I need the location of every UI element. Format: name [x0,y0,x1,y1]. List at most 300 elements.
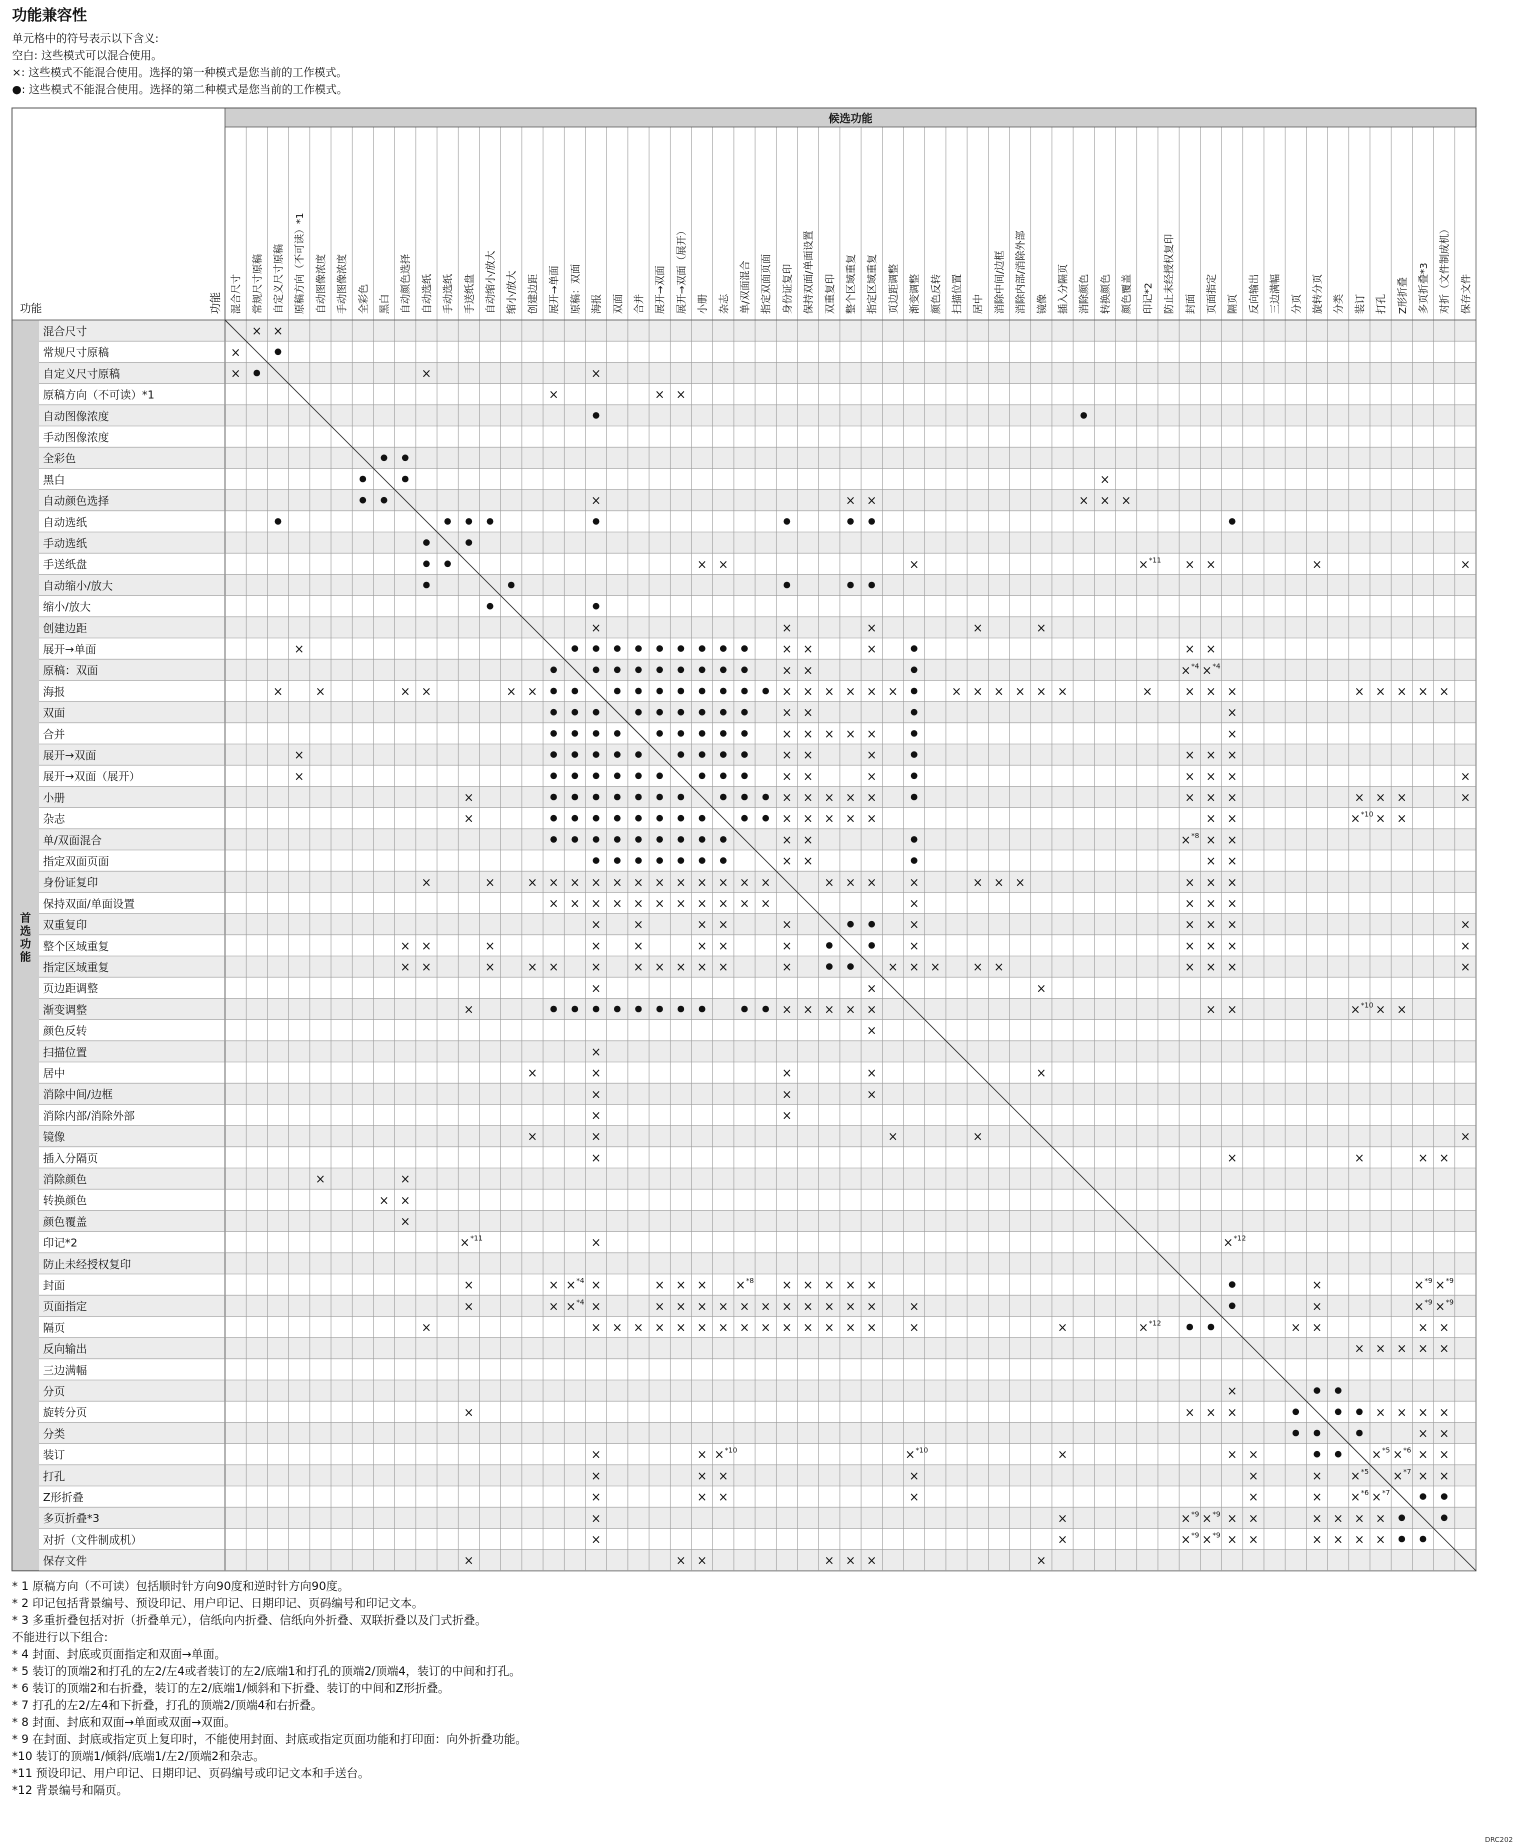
dot-mark [614,688,621,695]
cross-mark: × [1439,1426,1450,1441]
footnote: * 5 装订的顶端2和打孔的左2/左4或者装订的左2/底端1和打孔的顶端2/顶端4，装订的中间和打孔。 [12,1664,521,1678]
cross-mark: × [548,896,559,911]
column-label: 全彩色 [358,284,370,314]
column-label: 消除颜色 [1079,274,1091,314]
cross-mark: × [739,896,750,911]
cross-mark: × [1205,748,1216,763]
cross-mark: × [803,1002,814,1017]
row-label: 多页折叠*3 [43,1512,100,1526]
cross-mark: × [294,748,305,763]
row-label: 消除中间/边框 [43,1088,113,1102]
dot-mark [1080,412,1087,419]
dot-mark [868,921,875,928]
cross-mark: × [824,1320,835,1335]
cross-mark: × [866,620,877,635]
row-label: 打孔 [43,1469,65,1483]
cross-mark: × [824,1002,835,1017]
dot-mark [381,497,388,504]
column-label: 自动选纸 [422,274,434,314]
cross-mark: × [1227,1532,1238,1547]
cross-mark: × [1460,917,1471,932]
cross-mark: × [1439,1341,1450,1356]
dot-mark [402,455,409,462]
cross-footnote-ref: *5 [1360,1467,1369,1476]
cross-mark: × [1375,1532,1386,1547]
dot-mark [423,539,430,546]
cross-mark: × [591,1044,602,1059]
cross-mark: × [591,981,602,996]
cross-mark: × [1180,663,1191,678]
dot-mark [487,603,494,610]
footnote: * 4 封面、封底或页面指定和双面→单面。 [12,1647,227,1661]
row-label: 页面指定 [43,1300,87,1314]
cross-mark: × [1439,1150,1450,1165]
row-label: 自动颜色选择 [43,494,109,508]
cross-mark: × [1201,1511,1212,1526]
cross-mark: × [1227,748,1238,763]
footnote: * 8 封面、封底和双面→单面或双面→双面。 [12,1715,236,1729]
cross-mark: × [866,811,877,826]
cross-mark: × [1417,1405,1429,1420]
column-label: 扫描位置 [952,274,964,314]
column-label: 对折（文件制成机） [1440,224,1452,314]
cross-mark: × [1099,493,1110,508]
cross-mark: × [697,1553,708,1568]
column-label: 镜像 [1037,294,1049,314]
dot-mark [741,709,748,716]
cross-mark: × [845,790,856,805]
cross-mark: × [1439,1405,1450,1420]
dot-mark [720,730,727,737]
cross-mark: × [591,896,602,911]
dot-mark [720,688,727,695]
column-label: 手送纸盘 [464,274,476,314]
cross-mark: × [633,1320,644,1335]
cross-mark: × [1227,1447,1238,1462]
cross-mark: × [845,875,856,890]
column-label: 缩小/放大 [507,270,519,314]
cross-mark: × [697,938,708,953]
dot-mark [911,709,918,716]
column-label: 手动图像浓度 [337,254,349,314]
cross-mark: × [1205,769,1216,784]
cross-mark: × [845,726,856,741]
cross-mark: × [591,960,602,975]
cross-mark: × [675,1320,686,1335]
dot-mark [614,857,621,864]
cross-mark: × [591,1511,602,1526]
cross-mark: × [463,1002,474,1017]
column-label: 消除中间/边框 [994,250,1006,314]
cross-mark: × [1227,1384,1238,1399]
cross-mark: × [735,1278,746,1293]
footnote: * 9 在封面、封底或指定页上复印时，不能使用封面、封底或指定页面功能和打印面：向外折叠功能。 [12,1732,527,1746]
cross-mark: × [1413,1278,1425,1293]
cross-mark: × [1184,769,1195,784]
cross-mark: × [654,960,665,975]
cross-mark: × [1180,1511,1191,1526]
footnote: * 1 原稿方向（不可读）包括顺时针方向90度和逆时针方向90度。 [12,1579,350,1593]
cross-mark: × [1057,1511,1068,1526]
column-label: 颜色覆盖 [1122,274,1134,314]
cross-mark: × [803,832,814,847]
row-shade [39,744,1476,765]
dot-mark [1186,1324,1193,1331]
cross-mark: × [1460,960,1471,975]
cross-mark: × [485,875,496,890]
cross-mark: × [993,684,1004,699]
cross-mark: × [421,366,432,381]
cross-mark: × [1180,832,1191,847]
column-label: 装订 [1355,294,1367,314]
row-label: 三边满幅 [43,1363,87,1377]
dot-mark [572,751,579,758]
row-label: 展开→单面 [43,643,97,656]
cross-footnote-ref: *9 [1191,1510,1200,1519]
cross-mark: × [612,1320,623,1335]
row-label: 双面 [43,706,65,720]
cross-mark: × [1184,790,1195,805]
row-shade [39,914,1476,935]
row-label: 消除颜色 [43,1173,87,1186]
cross-mark: × [824,1278,835,1293]
cross-mark: × [1435,1299,1446,1314]
column-label: Z形折叠 [1397,277,1409,314]
dot-mark [868,942,875,949]
dot-mark [593,412,600,419]
cross-footnote-ref: *9 [1212,1531,1221,1540]
dot-mark [402,476,409,483]
cross-mark: × [781,917,792,932]
cross-footnote-ref: *7 [1382,1489,1391,1498]
dot-mark [508,582,515,589]
cross-mark: × [1417,1320,1429,1335]
dot-mark [1356,1409,1363,1416]
row-shade [39,447,1476,468]
cross-mark: × [760,1320,771,1335]
cross-mark: × [654,1320,665,1335]
dot-mark [572,730,579,737]
cross-mark: × [1248,1468,1259,1483]
dot-mark [635,688,642,695]
cross-mark: × [697,1490,708,1505]
cross-mark: × [866,642,877,657]
footnotes [12,1578,527,1799]
cross-mark: × [824,684,835,699]
cross-footnote-ref: *12 [1233,1234,1247,1243]
cross-mark: × [697,1278,708,1293]
dot-mark [1229,518,1236,525]
cross-mark: × [887,684,898,699]
cross-mark: × [506,684,517,699]
cross-mark: × [781,1278,792,1293]
row-label: 颜色反转 [43,1024,87,1038]
cross-mark: × [845,493,856,508]
cross-mark: × [1138,557,1149,572]
cross-mark: × [824,811,835,826]
cross-mark: × [845,1002,856,1017]
column-label: 黑白 [380,294,392,314]
cross-mark: × [654,896,665,911]
cross-mark: × [1057,684,1068,699]
cross-mark: × [781,748,792,763]
cross-mark: × [400,960,411,975]
cross-mark: × [1460,790,1471,805]
cross-mark: × [697,1447,708,1462]
cross-mark: × [612,896,623,911]
cross-mark: × [972,960,983,975]
dot-mark [423,561,430,568]
cross-mark: × [781,1087,792,1102]
cross-mark: × [718,960,729,975]
cross-mark: × [1396,684,1407,699]
cross-mark: × [909,896,920,911]
cross-mark: × [591,1299,602,1314]
cross-mark: × [781,811,792,826]
dot-mark [826,963,833,970]
cross-mark: × [421,938,432,953]
row-group-header-char: 首 [20,911,31,925]
cross-mark: × [845,1320,856,1335]
footnote: * 7 打孔的左2/左4和下折叠，打孔的顶端2/顶端4和右折叠。 [12,1698,323,1712]
cross-mark: × [272,684,284,699]
column-label: 自动图像浓度 [316,254,328,314]
cross-mark: × [591,1490,602,1505]
row-label: 插入分隔页 [43,1151,98,1165]
dot-mark [1420,1493,1427,1500]
dot-mark [635,857,642,864]
row-label: 手动图像浓度 [43,431,109,444]
cross-mark: × [1354,1532,1365,1547]
cross-mark: × [824,726,835,741]
row-shade [39,1507,1476,1528]
cross-mark: × [548,1278,559,1293]
cross-mark: × [1375,684,1386,699]
cross-mark: × [1333,1511,1344,1526]
row-label: 自动缩小/放大 [43,579,113,593]
dot-mark [614,836,621,843]
cross-footnote-ref: *7 [1403,1467,1412,1476]
cross-mark: × [1460,557,1471,572]
dot-mark [635,645,642,652]
row-shade [39,786,1476,807]
dot-mark [656,857,663,864]
cross-mark: × [463,1278,474,1293]
cross-mark: × [1396,1002,1407,1017]
row-shade [39,490,1476,511]
row-shade [39,1210,1476,1231]
dot-mark [741,688,748,695]
cross-mark: × [1396,1341,1407,1356]
cross-mark: × [697,960,708,975]
dot-mark [1335,1451,1342,1458]
cross-mark: × [1371,1490,1382,1505]
cross-mark: × [569,896,580,911]
cross-mark: × [845,684,856,699]
row-label: 手动选纸 [43,537,87,550]
dot-mark [678,667,685,674]
dot-mark [1398,1536,1405,1543]
cross-mark: × [251,324,262,339]
row-label: 混合尺寸 [43,325,87,338]
dot-mark [593,730,600,737]
cross-mark: × [866,790,877,805]
cross-mark: × [1311,1278,1323,1293]
cross-mark: × [1057,1320,1068,1335]
cross-mark: × [909,917,920,932]
cross-mark: × [1205,938,1216,953]
cross-mark: × [1184,557,1195,572]
column-label: 封面 [1185,294,1197,314]
cross-mark: × [781,832,792,847]
cross-mark: × [548,875,559,890]
cross-mark: × [824,790,835,805]
dot-mark [699,815,706,822]
cross-mark: × [400,1214,411,1229]
dot-mark [550,1006,557,1013]
cross-mark: × [1205,557,1216,572]
column-label: 防止未经授权复印 [1164,234,1176,314]
cross-mark: × [1435,1278,1446,1293]
dot-mark [1314,1430,1321,1437]
row-label: 原稿方向（不可读）*1 [43,388,155,402]
dot-mark [635,751,642,758]
column-label: 旋转分页 [1312,274,1324,314]
dot-mark [550,709,557,716]
dot-mark [699,836,706,843]
cross-mark: × [1036,620,1047,635]
row-shade [39,1422,1476,1443]
cross-mark: × [1015,875,1026,890]
cross-footnote-ref: *9 [1445,1298,1454,1307]
dot-mark [635,773,642,780]
cross-mark: × [781,854,792,869]
cross-mark: × [1057,1447,1068,1462]
row-shade [39,1253,1476,1274]
cross-mark: × [803,1299,814,1314]
cross-mark: × [1417,1447,1429,1462]
row-label: 印记*2 [43,1236,78,1250]
row-label: 手送纸盘 [43,558,87,572]
row-label: 创建边距 [43,621,87,635]
cross-mark: × [463,1405,474,1420]
cross-mark: × [781,1299,792,1314]
cross-mark: × [845,1278,856,1293]
dot-mark [826,942,833,949]
cross-mark: × [548,387,559,402]
dot-mark [635,667,642,674]
column-label: 双重复印 [825,274,837,314]
dot-mark [572,1006,579,1013]
cross-mark: × [1121,493,1132,508]
cross-mark: × [675,1278,686,1293]
row-label: 原稿：双面 [43,664,98,678]
cross-footnote-ref: *6 [1403,1446,1412,1455]
dot-mark [254,370,261,377]
cross-mark: × [781,642,792,657]
dot-mark [762,688,769,695]
dot-mark [635,794,642,801]
cross-mark: × [739,1320,750,1335]
column-label: 保持双面/单面设置 [804,230,816,314]
dot-mark [593,751,600,758]
cross-mark: × [1227,832,1238,847]
dot-mark [275,518,282,525]
footnote: * 6 装订的顶端2和右折叠，装订的左2/底端1/倾斜和下折叠、装订的中间和Z形折叠。 [12,1681,450,1695]
cross-mark: × [845,1553,856,1568]
row-label: 渐变调整 [43,1003,87,1017]
dot-mark [275,349,282,356]
cross-mark: × [485,960,496,975]
cross-mark: × [1205,917,1216,932]
cross-footnote-ref: *4 [576,1298,585,1307]
row-shade [39,659,1476,680]
row-shade [39,1380,1476,1401]
cross-mark: × [1439,1468,1450,1483]
cross-mark: × [1439,1320,1450,1335]
dot-mark [762,815,769,822]
dot-mark [911,773,918,780]
dot-mark [720,667,727,674]
cross-mark: × [1350,1490,1361,1505]
column-label: 展开→双面 [655,265,667,314]
column-label: 混合尺寸 [231,274,243,314]
cross-mark: × [1205,642,1216,657]
row-label: 合并 [43,727,65,741]
cross-mark: × [1413,1299,1425,1314]
row-label: 指定双面页面 [43,855,109,868]
column-label: 展开→单面 [549,265,561,314]
dot-mark [656,667,663,674]
row-shade [39,702,1476,723]
cross-mark: × [272,324,284,339]
cross-mark: × [803,726,814,741]
dot-mark [614,730,621,737]
cross-mark: × [866,493,877,508]
dot-mark [699,751,706,758]
row-shade [39,1126,1476,1147]
cross-mark: × [718,557,729,572]
dot-mark [550,794,557,801]
dot-mark [656,645,663,652]
dot-mark [550,815,557,822]
cross-footnote-ref: *6 [1360,1489,1369,1498]
dot-mark [614,751,621,758]
row-label: 扫描位置 [43,1045,87,1059]
cross-mark: × [1184,896,1195,911]
cross-mark: × [1460,769,1471,784]
column-label: 创建边距 [528,274,540,314]
dot-mark [1314,1451,1321,1458]
cross-mark: × [527,960,538,975]
cross-mark: × [633,938,644,953]
cross-mark: × [1184,684,1195,699]
dot-mark [1229,1281,1236,1288]
row-label: 黑白 [43,473,65,487]
dot-mark [656,794,663,801]
column-label: 双面 [613,294,625,314]
cross-mark: × [781,620,792,635]
column-label: 分页 [1291,294,1303,314]
cross-mark: × [1396,811,1407,826]
cross-mark: × [1392,1447,1403,1462]
row-label: 单/双面混合 [43,833,102,847]
cross-mark: × [1227,854,1238,869]
row-shade [39,1168,1476,1189]
cross-mark: × [993,960,1004,975]
column-label: 颜色反转 [931,274,943,314]
corner-label: 功能 [20,302,42,315]
